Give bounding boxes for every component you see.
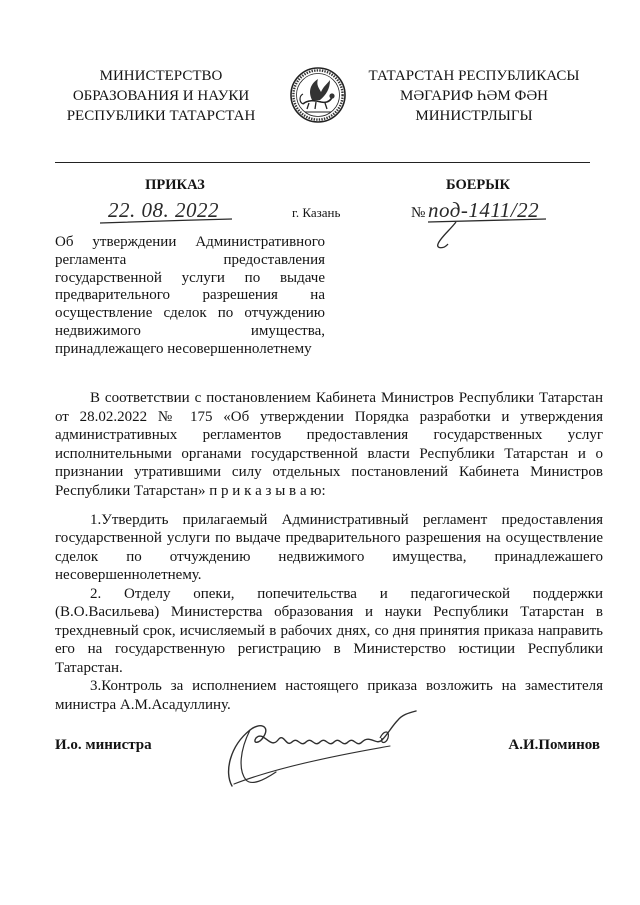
header-divider bbox=[55, 162, 590, 163]
title-line: недвижимого имущества, bbox=[55, 322, 325, 339]
body-line: В соответствии с постановлением Кабинета Министров Республики Татарстан bbox=[90, 390, 603, 406]
body-line: 3.Контроль за исполнением настоящего приказа возложить на заместителя bbox=[90, 678, 603, 694]
body-line: от 28.02.2022 № 175 «Об утверждении Порядка разработки и утверждения bbox=[55, 408, 603, 425]
body-line: 2. Отделу опеки, попечительства и педагогической поддержки bbox=[90, 585, 603, 602]
body-line: сделок по отчуждению недвижимого имущества, принадлежашего bbox=[55, 548, 603, 565]
number-sign: № bbox=[411, 205, 426, 221]
header-left-line: РЕСПУБЛИКИ ТАТАРСТАН bbox=[66, 108, 256, 124]
signatory-name: А.И.Поминов bbox=[508, 737, 600, 753]
handwritten-date: 22. 08. 2022 bbox=[108, 198, 219, 222]
coat-of-arms-icon bbox=[289, 66, 347, 124]
ministry-name-russian bbox=[40, 66, 282, 126]
number-underline bbox=[426, 218, 550, 250]
title-line: принадлежащего несовершеннолетнему bbox=[55, 340, 312, 357]
title-line: предварительного разрешения на bbox=[55, 287, 325, 304]
handwritten-order-number: под-1411/22 bbox=[428, 198, 540, 222]
title-line: регламента предоставления bbox=[55, 251, 325, 268]
body-line: (В.О.Васильева) Министерства образования и науки Республики Татарстан в bbox=[55, 604, 603, 620]
order-body bbox=[55, 389, 603, 714]
body-paragraph bbox=[55, 389, 603, 500]
header-left-line: МИНИСТЕРСТВО bbox=[99, 68, 223, 84]
body-line: его на государственную регистрацию в Министерство юстиции Республики bbox=[55, 641, 603, 657]
body-line: Республики Татарстан» п р и к а з ы в а ю: bbox=[55, 482, 326, 499]
body-line: Татарстан. bbox=[55, 659, 123, 676]
header-left-line: ОБРАЗОВАНИЯ И НАУКИ bbox=[72, 88, 250, 104]
ministry-name-tatar bbox=[349, 66, 599, 126]
handwritten-signature bbox=[220, 700, 420, 790]
body-line: министра А.М.Асадуллину. bbox=[55, 696, 231, 713]
body-line: исполнительными органами государственной власти Республики Татарстан и о bbox=[55, 445, 603, 462]
doc-type-tatar: БОЕРЫК bbox=[445, 177, 511, 193]
order-title bbox=[55, 234, 325, 359]
body-line: 1.Утвердить прилагаемый Административный регламент предоставления bbox=[90, 511, 603, 528]
body-line: несовершеннолетнему. bbox=[55, 567, 202, 583]
body-line: государственной услуги по выдаче предварительного разрешения на осуществление bbox=[55, 530, 603, 546]
doc-type-russian: ПРИКАЗ bbox=[145, 177, 205, 193]
header-right-line: ТАТАРСТАН РЕСПУБЛИКАСЫ bbox=[368, 68, 580, 84]
date-underline bbox=[98, 217, 234, 225]
header-right-line: МИНИСТРЛЫГЫ bbox=[415, 108, 533, 124]
signatory-position: И.о. министра bbox=[55, 737, 152, 753]
header-right-line: МӘГАРИФ ҺӘМ ФӘН bbox=[399, 88, 548, 104]
body-paragraph bbox=[55, 585, 603, 678]
title-line: Об утверждении Административного bbox=[55, 234, 325, 250]
body-line: трехдневный срок, исчисляемый в рабочих днях, со дня принятия приказа направить bbox=[55, 622, 603, 639]
title-line: осуществление сделок по отчуждению bbox=[55, 305, 325, 322]
title-line: государственной услуги по выдаче bbox=[55, 269, 325, 286]
body-line: административных регламентов предоставления государственных услуг bbox=[55, 427, 603, 443]
body-line: признании утратившими силу отдельных постановлений Кабинета Министров bbox=[55, 464, 603, 480]
body-paragraph bbox=[55, 511, 603, 585]
city-label: г. Казань bbox=[292, 205, 341, 220]
